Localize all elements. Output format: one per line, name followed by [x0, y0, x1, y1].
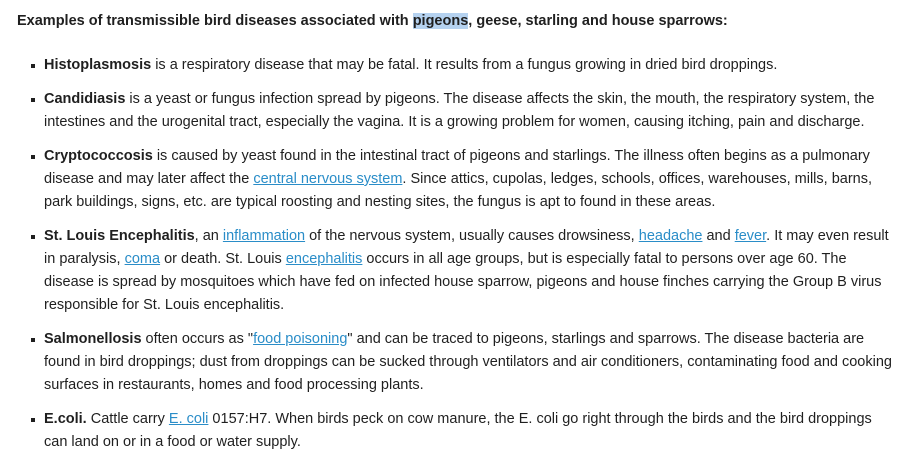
item-text: or death. St. Louis	[160, 251, 286, 267]
item-text: often occurs as "	[141, 331, 254, 347]
item-text: . It may even result in paralysis,	[44, 228, 889, 267]
link-central-nervous-system[interactable]: central nervous system	[253, 171, 403, 187]
disease-name: Salmonellosis	[44, 331, 142, 347]
link-food-poisoning[interactable]: food poisoning	[253, 331, 348, 347]
list-item-histoplasmosis	[0, 54, 911, 77]
heading-text-end: , geese, starling and house sparrows:	[468, 13, 728, 29]
bullet-icon	[31, 418, 35, 422]
item-text: is a yeast or fungus infection spread by pigeons. The disease affects the skin, the mouth, the respiratory system, the intestines and the urogenital tract, especially the vagina. It is a growing problem for women, causing itching, pain and discharge.	[44, 91, 875, 130]
item-text: Cattle carry	[86, 411, 169, 427]
item-text: " and can be traced to pigeons, starlings and sparrows. The disease bacteria are found in bird droppings; dust from droppings can be sucked through ventilators and air conditioners, contaminating food and cooking surfaces in restaurants, homes and food processing plants.	[44, 331, 892, 393]
list-item-salmonellosis	[0, 328, 911, 397]
disease-list	[0, 54, 911, 465]
section-heading	[17, 11, 728, 31]
item-text: of the nervous system, usually causes drowsiness,	[305, 228, 639, 244]
link-coma[interactable]: coma	[124, 251, 161, 267]
link-headache[interactable]: headache	[638, 228, 703, 244]
item-text: is caused by yeast found in the intestinal tract of pigeons and starlings. The illness often begins as a pulmonary disease and may later affect the	[44, 148, 870, 187]
selected-text-highlight[interactable]: pigeons	[412, 13, 469, 29]
item-text: , an	[194, 228, 223, 244]
link-inflammation[interactable]: inflammation	[222, 228, 306, 244]
list-item-candidiasis	[0, 88, 911, 134]
list-item-e-coli	[0, 408, 911, 454]
link-encephalitis[interactable]: encephalitis	[285, 251, 363, 267]
item-text: and	[702, 228, 735, 244]
link-e-coli[interactable]: E. coli	[168, 411, 209, 427]
link-fever[interactable]: fever	[734, 228, 767, 244]
bullet-icon	[31, 64, 35, 68]
item-text: 0157:H7. When birds peck on cow manure, the E. coli go right through the birds and the bird droppings can land on or in a food or water supply.	[44, 411, 872, 450]
bullet-icon	[31, 155, 35, 159]
bullet-icon	[31, 235, 35, 239]
item-text: is a respiratory disease that may be fatal. It results from a fungus growing in dried bird droppings.	[151, 57, 778, 73]
bullet-icon	[31, 338, 35, 342]
bullet-icon	[31, 98, 35, 102]
disease-name: Histoplasmosis	[44, 57, 152, 73]
disease-name: E.coli.	[44, 411, 87, 427]
heading-text-start: Examples of transmissible bird diseases associated with	[17, 13, 413, 29]
item-text: . Since attics, cupolas, ledges, schools, offices, warehouses, mills, barns, park buildings, signs, etc. are typical roosting and nesting sites, the fungus is apt to found in these areas.	[44, 171, 872, 210]
disease-name: Cryptococcosis	[44, 148, 153, 164]
item-text: occurs in all age groups, but is especially fatal to persons over age 60. The disease is spread by mosquitoes which have fed on infected house sparrow, pigeons and house finches carrying the Group B virus responsible for St. Louis encephalitis.	[44, 251, 882, 313]
list-item-st-louis-encephalitis	[0, 225, 911, 317]
disease-name: St. Louis Encephalitis	[44, 228, 195, 244]
disease-name: Candidiasis	[44, 91, 126, 107]
list-item-cryptococcosis	[0, 145, 911, 214]
